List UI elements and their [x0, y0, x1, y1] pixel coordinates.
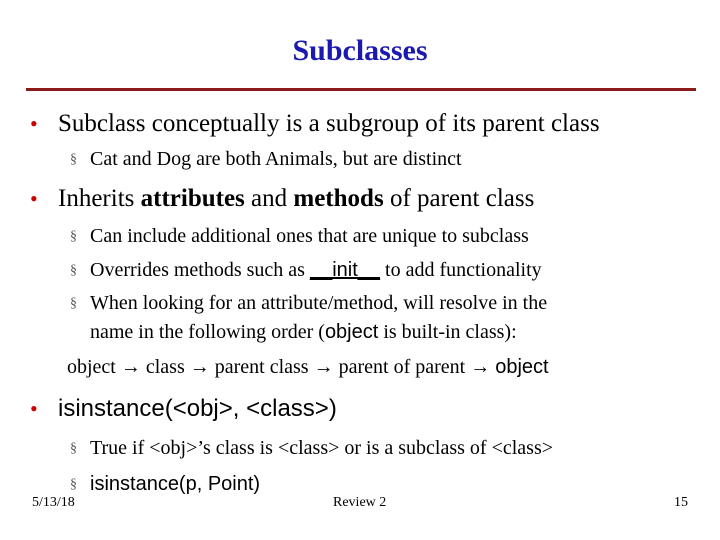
sub-bullet-marker: § [70, 263, 77, 278]
sub-bullet-marker: § [70, 441, 77, 456]
sub-bullet-marker: § [70, 229, 77, 244]
resolution-order: object → class → parent class → parent of parent → object [67, 356, 549, 378]
sub-bullet-marker: § [70, 477, 77, 492]
sub-bullet-additional: Can include additional ones that are unique to subclass [90, 225, 529, 247]
bullet-marker: • [30, 186, 38, 211]
sub-bullet-marker: § [70, 296, 77, 311]
footer-center: Review 2 [333, 495, 387, 510]
sub-bullet-isinstance-example: isinstance(p, Point) [90, 473, 261, 495]
bullet-marker: • [30, 396, 38, 421]
sub-bullet-cat-dog: Cat and Dog are both Animals, but are distinct [90, 148, 462, 170]
bullet-marker: • [30, 111, 38, 136]
sub-bullet-resolve-line2: name in the following order (object is built-in class): [90, 321, 517, 343]
bullet-inherits: Inherits attributes and methods of parent class [58, 185, 535, 212]
footer-date: 5/13/18 [32, 495, 75, 510]
sub-bullet-true-if: True if <obj>’s class is <class> or is a subclass of <class> [90, 437, 554, 459]
page-number: 15 [674, 495, 688, 510]
sub-bullet-resolve-line1: When looking for an attribute/method, will resolve in the [90, 292, 548, 314]
bullet-subclass: Subclass conceptually is a subgroup of its parent class [58, 110, 600, 137]
bullet-isinstance: isinstance(<obj>, <class>) [58, 395, 337, 422]
slide-title: Subclasses [292, 34, 428, 67]
sub-bullet-overrides: Overrides methods such as __init__ to add functionality [90, 259, 542, 281]
sub-bullet-marker: § [70, 152, 77, 167]
